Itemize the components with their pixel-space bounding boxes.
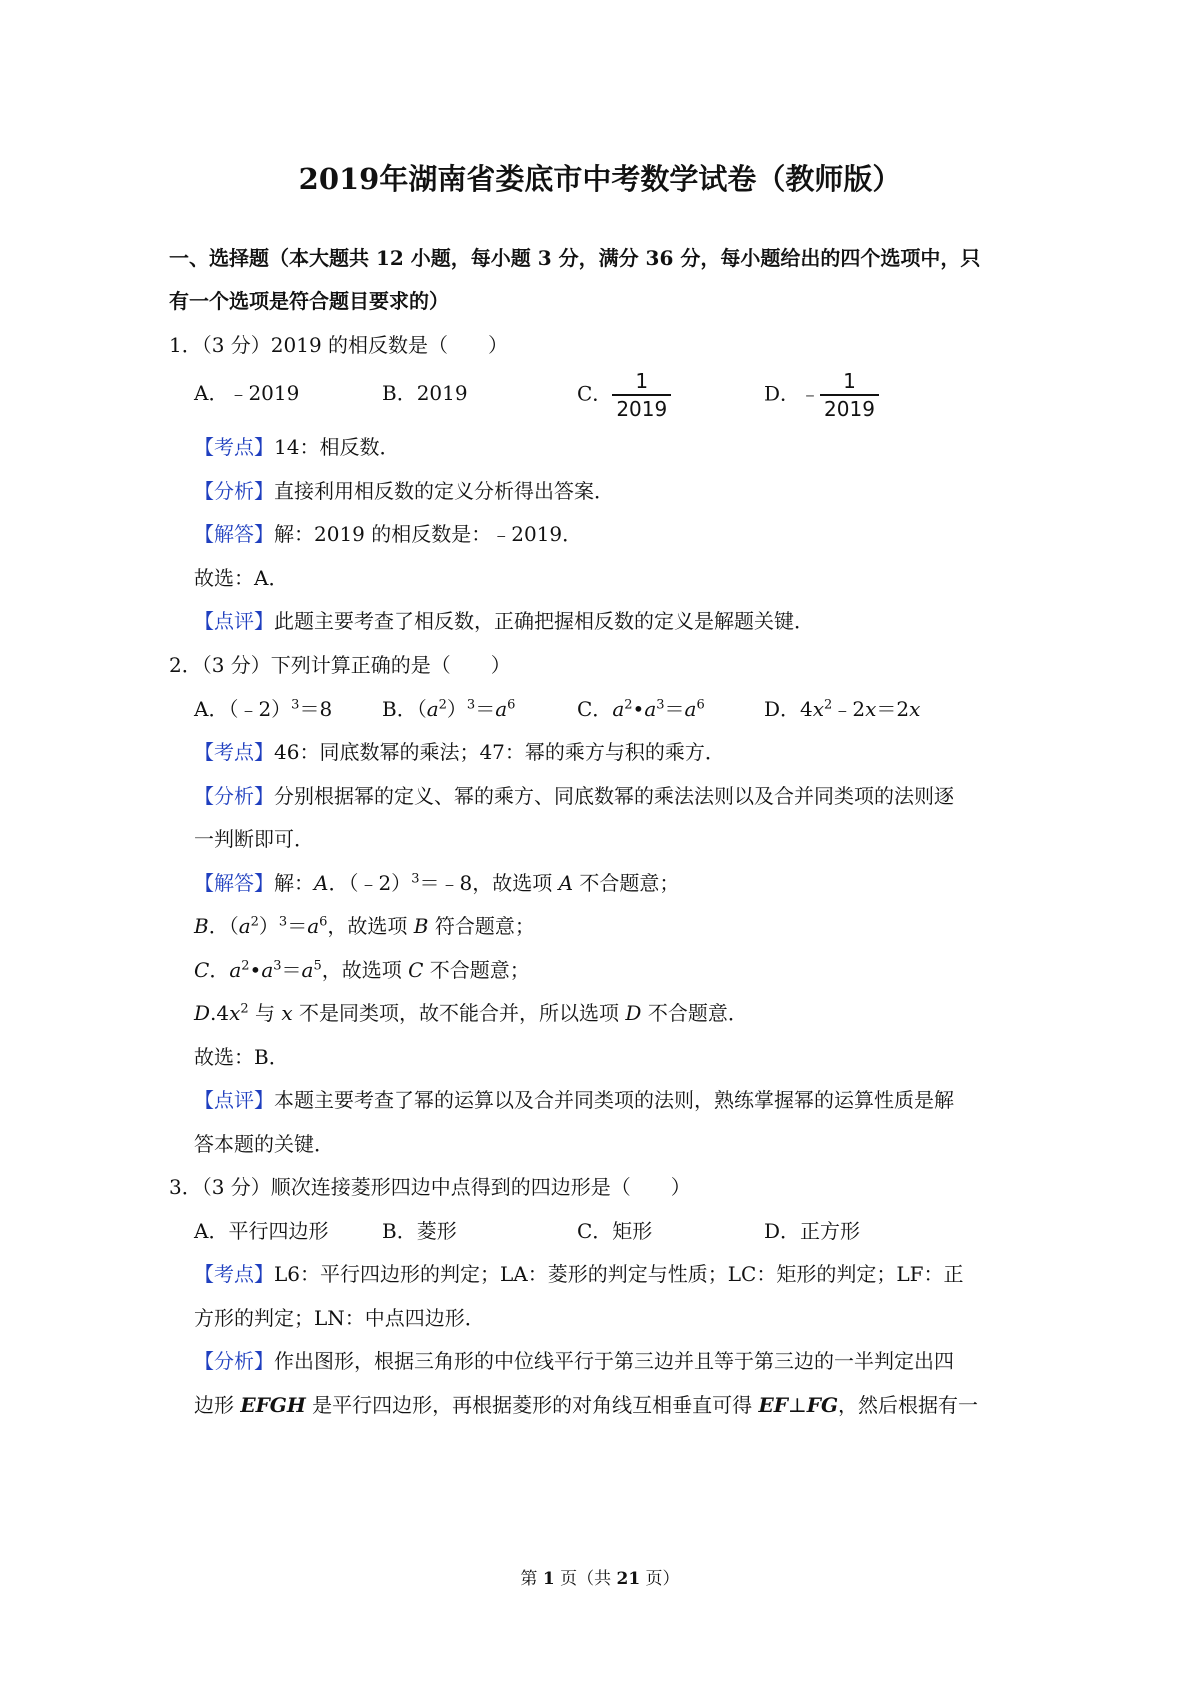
q3-kaodian-cont: 方形的判定；LN：中点四边形． — [194, 1306, 485, 1330]
kaodian-text: 14：相反数． — [274, 435, 400, 459]
q1-option-a: A．﹣2019 — [194, 381, 300, 405]
section-heading-line1: 一、选择题（本大题共 12 小题，每小题 3 分，满分 36 分，每小题给出的四个选项中，只 — [169, 246, 981, 270]
q1-fenxi — [194, 477, 614, 505]
jieda-tag: 【解答】 — [194, 871, 274, 895]
current-page: 1 — [542, 1569, 555, 1589]
kaodian-tag: 【考点】 — [194, 740, 274, 764]
q1-option-c-fraction — [612, 370, 671, 420]
kaodian-tag: 【考点】 — [194, 435, 274, 459]
fraction-bar — [820, 394, 879, 396]
q1-option-d — [764, 370, 879, 420]
q2-jieda-b: B．$(a^2)^3=a^6$，故选项 B 符合题意； — [194, 914, 535, 938]
q1-kaodian — [194, 433, 399, 461]
fenxi-text: 分别根据幂的定义、幂的乘方、同底数幂的乘法法则以及合并同类项的法则逐 — [274, 784, 954, 808]
q2-fenxi-cont: 一判断即可． — [194, 827, 314, 851]
fraction-numerator: 1 — [635, 369, 649, 393]
q1-dianping — [194, 607, 814, 635]
q2-option-c: C．$a^2•a^3=a^6$ — [577, 697, 705, 721]
q2-option-b: B．$(a^2)^3=a^6$ — [382, 697, 516, 721]
section-heading-line2: 有一个选项是符合题目要求的） — [169, 289, 449, 313]
q1-option-c-label: C． — [577, 381, 613, 406]
q1-option-b: B．2019 — [382, 381, 468, 405]
question-1-stem: 1．（3 分）2019 的相反数是（ ） — [169, 333, 509, 357]
jieda-tag: 【解答】 — [194, 522, 274, 546]
fenxi-tag: 【分析】 — [194, 1349, 274, 1373]
q3-option-d: D．正方形 — [764, 1219, 861, 1243]
jieda-text: 解：A．（﹣2）$^3$＝﹣8，故选项 A 不合题意； — [274, 871, 680, 895]
q1-answer: 故选：A． — [194, 566, 289, 590]
q3-fenxi — [194, 1347, 954, 1375]
jieda-text: 解：2019 的相反数是：﹣2019． — [274, 522, 583, 546]
q3-fenxi-cont: 边形 EFGH 是平行四边形，再根据菱形的对角线互相垂直可得 EF⊥FG，然后根据有一 — [194, 1393, 979, 1417]
fraction-bar — [612, 394, 671, 396]
q3-option-a: A．平行四边形 — [194, 1219, 329, 1243]
dianping-tag: 【点评】 — [194, 609, 274, 633]
fenxi-tag: 【分析】 — [194, 479, 274, 503]
fraction-numerator: 1 — [843, 369, 856, 393]
kaodian-text: 46：同底数幂的乘法；47：幂的乘方与积的乘方． — [274, 740, 725, 764]
q1-option-d-label: D．﹣ — [764, 381, 821, 406]
page-footer: 第 1 页（共 21 页） — [520, 1569, 680, 1589]
fenxi-tag: 【分析】 — [194, 784, 274, 808]
dianping-text: 本题主要考查了幂的运算以及合并同类项的法则，熟练掌握幂的运算性质是解 — [274, 1088, 954, 1112]
q2-fenxi — [194, 782, 954, 810]
q3-kaodian — [194, 1260, 963, 1288]
fraction-denominator: 2019 — [824, 397, 875, 421]
q3-option-c: C．矩形 — [577, 1219, 653, 1243]
q2-dianping-cont: 答本题的关键． — [194, 1132, 334, 1156]
q3-option-b: B．菱形 — [382, 1219, 457, 1243]
dianping-text: 此题主要考查了相反数，正确把握相反数的定义是解题关键． — [274, 609, 814, 633]
q2-answer: 故选：B． — [194, 1045, 289, 1069]
dianping-tag: 【点评】 — [194, 1088, 274, 1112]
question-2-stem: 2．（3 分）下列计算正确的是（ ） — [169, 653, 511, 677]
kaodian-tag: 【考点】 — [194, 1262, 274, 1286]
q2-option-a: A．（﹣2）$^3$＝8 — [194, 697, 333, 721]
q2-kaodian — [194, 738, 725, 766]
fenxi-text: 作出图形，根据三角形的中位线平行于第三边并且等于第三边的一半判定出四 — [274, 1349, 954, 1373]
q2-dianping — [194, 1086, 954, 1114]
question-3-stem: 3．（3 分）顺次连接菱形四边中点得到的四边形是（ ） — [169, 1175, 691, 1199]
total-pages: 21 — [616, 1569, 641, 1589]
q1-option-c — [577, 370, 671, 420]
q2-option-d: D．$4x^2﹣2x=2x$ — [764, 697, 921, 721]
q2-jieda — [194, 869, 679, 897]
q1-option-d-fraction — [820, 370, 879, 420]
kaodian-text: L6：平行四边形的判定；LA：菱形的判定与性质；LC：矩形的判定；LF：正 — [274, 1262, 964, 1286]
fraction-denominator: 2019 — [616, 397, 668, 421]
fenxi-text: 直接利用相反数的定义分析得出答案． — [274, 479, 614, 503]
page-title: 2019年湖南省娄底市中考数学试卷（教师版） — [298, 162, 902, 196]
q1-jieda — [194, 520, 582, 548]
q2-jieda-c: C．$a^2•a^3=a^5$，故选项 C 不合题意； — [194, 958, 530, 982]
q2-jieda-d: $D.4x^2$ 与 x 不是同类项，故不能合并，所以选项 D 不合题意． — [194, 1001, 748, 1025]
